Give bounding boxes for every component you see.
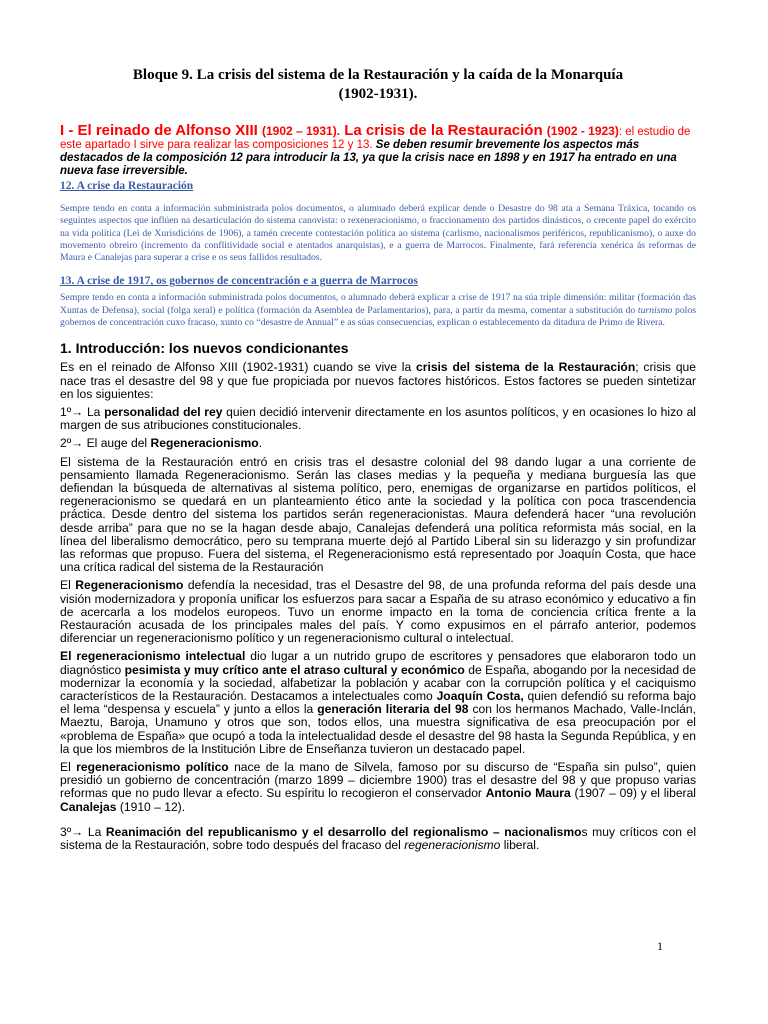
text: liberal. (500, 838, 540, 853)
text-bold: Joaquín Costa, (436, 689, 524, 704)
paragraph-regeneracionismo-definition (60, 579, 696, 645)
text: (1910 – 12). (116, 799, 186, 814)
paragraph-regeneracionismo-crisis: El sistema de la Restauración entró en crisis tras el desastre colonial del 98 dando lugar a una corriente de pensamiento llamada Regeneracionismo. Serán las clases medias y la pequeña y mediana burguesía las que defiendan la búsqueda de alternativas al sistema político, pero, enemigas de organizarse en partidos políticos, el regeneracionismo se quedará en un planteamiento ético ante la sociedad y la política con poca trascendencia práctica. Desde dentro del sistema los partidos serán regeneracionistas. Maura defenderá hacer “una revolución desde arriba” para que no se la hagan desde abajo, Canalejas defenderá una política reformista más social, en la línea del liberalismo democrático, pero su temprana muerte dejó al Partido Liberal sin su liderazgo y sin profundizar las reformas que propuso. Fuera del sistema, el Regeneracionismo está representado por Joaquín Costa, que hace una crítica radical del sistema de la Restauración (60, 454, 696, 575)
text: El (60, 578, 76, 593)
text: defendía la necesidad, tras el Desastre del 98, de una profunda reforma del país desde una visión modernizadora y proponía unificar los esfuerzos para sacar a España de su atraso económico y educativo a fin de acercarla a los modelos europeos. Tuvo un enorme impacto en la toma de conciencia crítica frente a la Restauración acusada de los principales males del país. Y como expusimos en el párrafo anterior, podemos diferenciar un regeneracionismo político y un regeneracionismo cultural o intelectual. (60, 578, 697, 646)
text: de España, abogando por la necesidad de modernizar la economía y la sociedad, alfabetizar la población y acabar con la corrupción política y el caciquismo característicos de la Restauración. Destacamos a intelectuales como (60, 662, 697, 704)
text-bold: personalidad del rey (104, 404, 223, 419)
factor-2 (60, 437, 696, 450)
paragraph-intro (60, 361, 696, 401)
summary-note: Se deben resumir brevemente los aspectos más destacados de la composición 12 para introducir la 13, ya que la crisis nace en 1898 y en 1917 ha entrado en una nueva fase irreversible. (60, 139, 677, 177)
document-title (60, 0, 696, 104)
reign-dates: (1902 – 1931). (261, 124, 341, 138)
title-line-1: Bloque 9. La crisis del sistema de la Restauración y la caída de la Monarquía (132, 67, 624, 83)
text: nace de la mano de Silvela, famoso por su discurso de “España sin pulso”, quien presidió un gobierno de concentración (marzo 1899 – diciembre 1900) tras el desastre del 98 y que propuso varias reformas que no pudo llevar a efecto. Su espíritu lo recogieron el conservador (60, 760, 696, 801)
text-bold: El regeneracionismo intelectual (60, 649, 246, 664)
text-bold: regeneracionismo político (76, 760, 229, 775)
page-number: 1 (657, 939, 663, 953)
text: (1907 – 09) y el liberal (570, 786, 696, 801)
factor-3 (60, 826, 696, 852)
introduccion-heading: 1. Introducción: los nuevos condicionantes (60, 340, 349, 357)
text: con los hermanos Machado, Valle-Inclán, Maeztu, Baroja, Unamuno y otros que son, todos ellos, una muestra significativa de esa preocupación por el «problema de España» que ocupó a toda la intelectualidad desde el desastre del 98 hasta la Segunda República, y en la que los miembros de la Institución Libre de Enseñanza tuvieron un destacado papel. (60, 702, 696, 756)
section-12-heading: 12. A crise da Restauración (60, 180, 194, 192)
text-bold: pesimista y muy crítico ante el atraso cultural y económico (124, 662, 465, 677)
section-13-text (60, 292, 696, 329)
paragraph-regeneracionismo-intelectual (60, 650, 696, 756)
reign-heading (60, 124, 696, 178)
text-bold: generación literaria del 98 (317, 702, 469, 717)
text-italic: regeneracionismo (404, 838, 501, 853)
text: 2º→ El auge del (60, 436, 151, 451)
text-bold: crisis del sistema de la Restauración (416, 360, 636, 375)
paragraph-regeneracionismo-politico (60, 761, 696, 814)
section-13-text-b: polos gobernos de concentración cuxo fracaso, xunto co “desastre de Annual” e as súas consecuencias, explican o establecemento da ditadura de Primo de Rivera. (60, 304, 696, 329)
text-bold: Reanimación del republicanismo y el desarrollo del regionalismo – nacionalismo (105, 824, 582, 839)
text: 1º→ La (60, 404, 105, 419)
text: 3º→ La (60, 824, 106, 839)
text: . (258, 436, 263, 451)
text-bold: Antonio Maura (485, 786, 571, 801)
study-note: : el estudio de este apartado I sirve para realizar las composiciones 12 y 13. (60, 126, 691, 151)
section-13-italic: turnismo (637, 304, 673, 316)
text: quien decidió intervenir directamente en los asuntos políticos, y en ocasiones lo hizo al margen de sus atribuciones constitucionales. (60, 404, 696, 433)
section-12-text: Sempre tendo en conta a información subministrada polos documentos, o alumnado deberá explicar dende o Desastre do 98 ata a Semana Tráxica, tocando os seguintes aspectos que inflúen na desarticulación do sistema canovista: o rexeneracionismo, o fraccionamento dos partidos dinásticos, o crecente papel do exército na vida política (Lei de Xurisdicións de 1906), a tamén crecente contestación política ao sistema (carlismo, nacionalismos periféricos, republicanismo), o auxe do movemento obreiro (incremento da conflitividade social e atentados anarquistas), e a guerra de Marrocos. Finalmente, fará referencia xenérica ás reformas de Maura e Canalejas para superar a crise e os seus fallidos resultados. (60, 203, 696, 264)
text-bold: Canalejas (60, 799, 117, 814)
text-bold: Regeneracionismo (75, 578, 184, 593)
section-13-text-a: Sempre tendo en conta a información subministrada polos documentos, o alumnado deberá explicar a crise de 1917 na súa triple dimensión: militar (formación das Xuntas de Defensa), social (folga xeral) e política (formación da Asemblea de Parlamentarios), para, a partir da mesma, comentar a substitución do (60, 292, 696, 316)
text-bold: Regeneracionismo (150, 436, 259, 451)
text: dio lugar a un nutrido grupo de escritores y pensadores que elaboraron todo un diagnóstico (60, 649, 696, 677)
reign-title: I - El reinado de Alfonso XIII (60, 122, 262, 139)
text: Es en el reinado de Alfonso XIII (1902-1931) cuando se vive la (60, 360, 417, 375)
title-line-2: (1902-1931). (338, 86, 418, 102)
text: quien defendió su reforma bajo el lema “despensa y escuela” y junto a ellos la (60, 689, 696, 717)
text: s muy críticos con el sistema de la Restauración, sobre todo después del fracaso del (60, 824, 697, 853)
section-13-heading: 13. A crise de 1917, os gobernos de concentración e a guerra de Marrocos (60, 275, 418, 288)
text: ; crisis que nace tras el desastre del 98 y que fue propiciada por nuevos factores históricos. Estos factores se pueden sintetizar en los siguientes: (60, 360, 696, 401)
crisis-title: La crisis de la Restauración (340, 122, 547, 139)
text: El (60, 760, 77, 775)
factor-1 (60, 406, 696, 432)
crisis-dates: (1902 - 1923) (546, 124, 619, 138)
